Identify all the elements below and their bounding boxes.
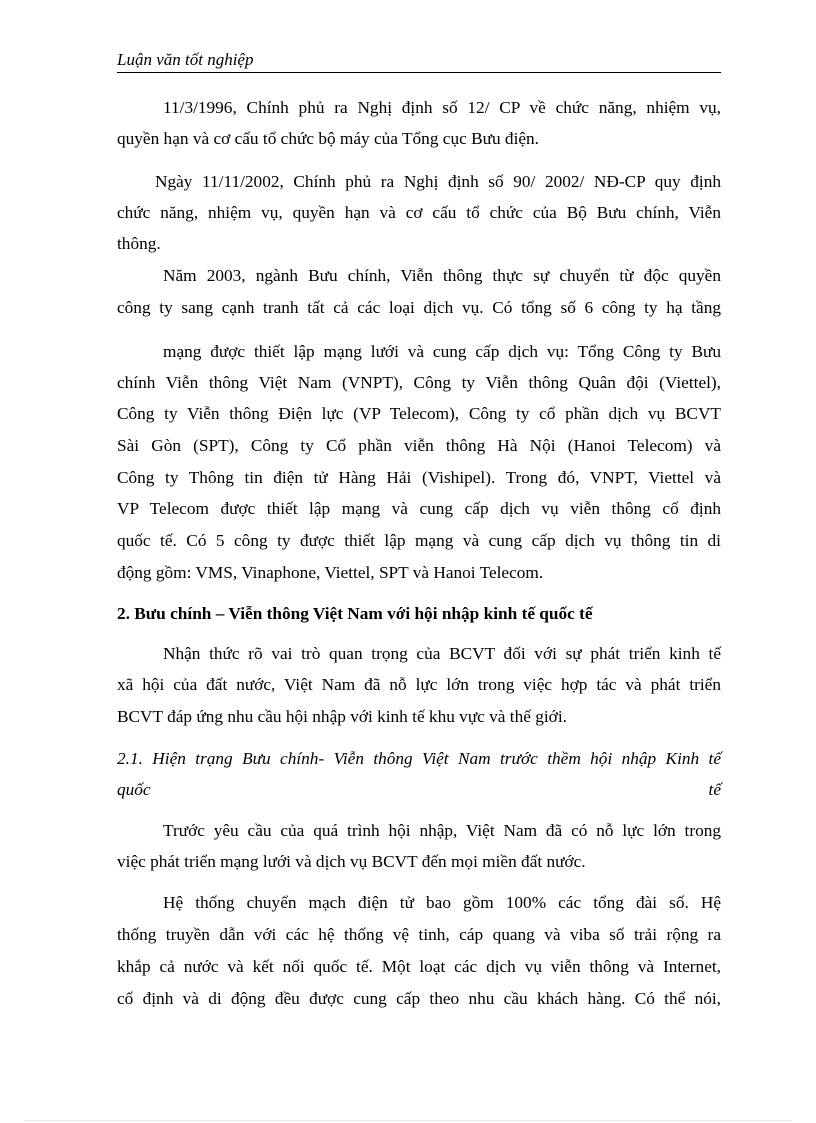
page-bottom-divider <box>25 1120 791 1121</box>
section-heading: 2. Bưu chính – Viễn thông Việt Nam với hội nhập kinh tế quốc tế <box>117 604 593 623</box>
header-title: Luận văn tốt nghiệp <box>117 50 254 69</box>
text-line: động gồm: VMS, Vinaphone, Viettel, SPT và Hanoi Telecom. <box>117 563 544 582</box>
text-line: chính Viễn thông Việt Nam (VNPT), Công ty Viễn thông Quân đội (Viettel), <box>117 373 721 392</box>
text-line: Nhận thức rõ vai trò quan trọng của BCVT đối với sự phát triển kinh tế <box>163 644 721 663</box>
text-line: Năm 2003, ngành Bưu chính, Viễn thông thực sự chuyển từ độc quyền <box>163 266 721 285</box>
text-line: cố định và di động đều được cung cấp theo nhu cầu khách hàng. Có thể nói, <box>117 989 721 1008</box>
text-line: thông. <box>117 234 161 253</box>
subsection-heading-word: tế <box>708 780 721 799</box>
subsection-heading: 2.1. Hiện trạng Bưu chính- Viễn thông Việt Nam trước thềm hội nhập Kinh tế <box>117 749 721 768</box>
text-line: Hệ thống chuyển mạch điện tử bao gồm 100% các tổng đài số. Hệ <box>163 893 721 912</box>
text-line: quyền hạn và cơ cấu tổ chức bộ máy của Tổng cục Bưu điện. <box>117 129 540 148</box>
text-line: công ty sang cạnh tranh tất cả các loại dịch vụ. Có tổng số 6 công ty hạ tầng <box>117 298 721 317</box>
subsection-heading-word: quốc <box>117 780 151 799</box>
text-line: khắp cả nước và kết nối quốc tế. Một loạt các dịch vụ viễn thông và Internet, <box>117 957 721 976</box>
text-line: Công ty Viễn thông Điện lực (VP Telecom), Công ty cổ phần dịch vụ BCVT <box>117 404 721 423</box>
text-line: chức năng, nhiệm vụ, quyền hạn và cơ cấu tổ chức của Bộ Bưu chính, Viễn <box>117 203 721 222</box>
text-line: việc phát triển mạng lưới và dịch vụ BCVT đến mọi miền đất nước. <box>117 852 586 871</box>
text-line: mạng được thiết lập mạng lưới và cung cấp dịch vụ: Tổng Công ty Bưu <box>163 342 721 361</box>
text-line: xã hội của đất nước, Việt Nam đã nỗ lực lớn trong việc hợp tác và phát triển <box>117 675 721 694</box>
text-line: Sài Gòn (SPT), Công ty Cổ phần viễn thông Hà Nội (Hanoi Telecom) và <box>117 436 721 455</box>
text-line: VP Telecom được thiết lập mạng và cung cấp dịch vụ viễn thông cố định <box>117 499 721 518</box>
text-line: thống truyền dẫn với các hệ thống vệ tinh, cáp quang và viba số trải rộng ra <box>117 925 721 944</box>
text-line: Trước yêu cầu của quá trình hội nhập, Việt Nam đã có nỗ lực lớn trong <box>163 821 721 840</box>
text-line: BCVT đáp ứng nhu cầu hội nhập với kinh tế khu vực và thế giới. <box>117 707 567 726</box>
text-line: Ngày 11/11/2002, Chính phủ ra Nghị định số 90/ 2002/ NĐ-CP quy định <box>155 172 721 191</box>
text-line: Công ty Thông tin điện tử Hàng Hải (Vishipel). Trong đó, VNPT, Viettel và <box>117 468 721 487</box>
page-header <box>117 50 721 73</box>
text-line: 11/3/1996, Chính phủ ra Nghị định số 12/ CP về chức năng, nhiệm vụ, <box>163 98 721 117</box>
text-line: quốc tế. Có 5 công ty được thiết lập mạng và cung cấp dịch vụ thông tin di <box>117 531 721 550</box>
